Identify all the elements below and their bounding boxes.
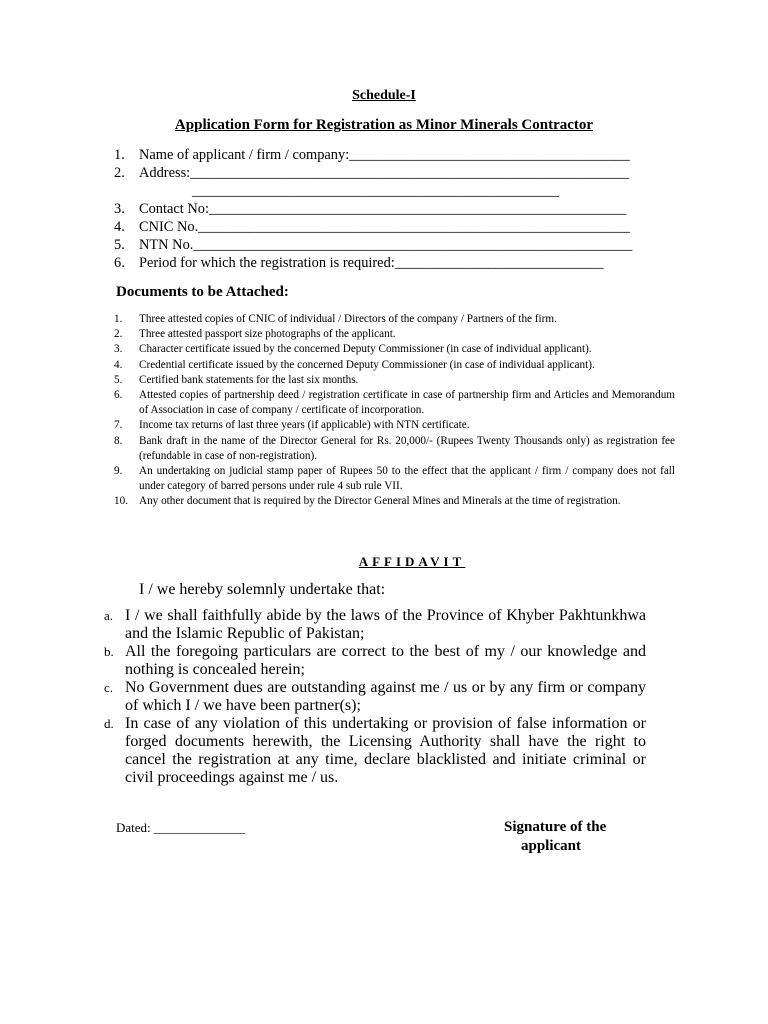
item-text: No Government dues are outstanding against me / us or by any firm or company of which I / we have been partner(s); — [125, 679, 646, 714]
item-number: 6. — [114, 389, 123, 402]
item-number: 10. — [114, 495, 128, 508]
field-label: CNIC No.____________________________________________________________ — [139, 219, 630, 235]
item-text: Bank draft in the name of the Director General for Rs. 20,000/- (Rupees Twenty Thousands only) as registration fee (refundable in case of non-registration). — [139, 434, 675, 462]
field-label: Address:_____________________________________________________________ — [139, 165, 630, 181]
field-label: Name of applicant / firm / company:_______________________________________ — [139, 147, 630, 163]
item-letter: a. — [104, 608, 114, 623]
list-item — [114, 373, 675, 388]
item-number: 1. — [114, 313, 123, 325]
item-letter: d. — [104, 716, 114, 731]
list-item — [104, 643, 646, 679]
field-number: 3. — [114, 201, 125, 217]
field-number: 1. — [114, 147, 125, 163]
list-item — [114, 327, 675, 342]
item-text: I / we shall faithfully abide by the laws of the Province of Khyber Pakhtunkhwa and the Islamic Republic of Pakistan; — [125, 607, 646, 642]
affidavit-intro: I / we hereby solemnly undertake that: — [139, 581, 386, 598]
affidavit-list — [104, 607, 646, 787]
item-letter: c. — [104, 680, 114, 695]
list-item — [114, 312, 675, 327]
list-item — [114, 494, 675, 509]
item-number: 7. — [114, 419, 123, 432]
field-period[interactable] — [114, 254, 674, 272]
item-text: Credential certificate issued by the concerned Deputy Commissioner (in case of individual applicant). — [139, 358, 595, 371]
list-item — [114, 358, 675, 373]
field-label: ___________________________________________________ — [192, 183, 559, 199]
item-text: An undertaking on judicial stamp paper of Rupees 50 to the effect that the applicant / firm / company does not fall under category of barred persons under rule 4 sub rule VII. — [139, 465, 675, 493]
signature-block — [504, 818, 606, 856]
list-item — [114, 434, 675, 464]
list-item — [104, 607, 646, 643]
affidavit-heading: AFFIDAVIT — [358, 554, 466, 569]
field-number: 6. — [114, 255, 125, 271]
list-item — [104, 715, 646, 787]
item-text: Certified bank statements for the last six months. — [139, 373, 359, 386]
schedule-label: Schedule-I — [352, 88, 416, 103]
item-text: Three attested passport size photographs of the applicant. — [139, 328, 396, 341]
item-text: In case of any violation of this undertaking or provision of false information or forged documents herewith, the Licensing Authority shall have the right to cancel the registration at any time, declare blacklisted and initiate criminal or civil proceedings against me / us. — [125, 715, 646, 786]
item-number: 4. — [114, 358, 123, 371]
field-address-continuation[interactable] — [114, 182, 674, 200]
field-number: 4. — [114, 219, 125, 235]
item-text: Any other document that is required by the Director General Mines and Minerals at the time of registration. — [139, 495, 621, 508]
field-cnic[interactable] — [114, 218, 674, 236]
signature-label-line1: Signature of the — [504, 819, 607, 835]
item-letter: b. — [104, 644, 114, 659]
item-text: Three attested copies of CNIC of individual / Directors of the company / Partners of the firm. — [139, 313, 557, 325]
field-number: 5. — [114, 237, 125, 253]
field-label: NTN No._____________________________________________________________ — [139, 237, 633, 253]
item-number: 2. — [114, 328, 123, 341]
item-text: Income tax returns of last three years (if applicable) with NTN certificate. — [139, 419, 470, 432]
item-number: 3. — [114, 343, 123, 356]
item-number: 5. — [114, 373, 123, 386]
item-number: 8. — [114, 434, 123, 447]
item-text: All the foregoing particulars are correct to the best of my / our knowledge and nothing is concealed herein; — [125, 643, 646, 678]
applicant-fields — [114, 146, 674, 272]
field-number: 2. — [114, 165, 125, 181]
field-label: Period for which the registration is required:_____________________________ — [139, 255, 604, 271]
signature-label-line2: applicant — [521, 838, 582, 854]
field-name[interactable] — [114, 146, 674, 164]
form-title: Application Form for Registration as Minor Minerals Contractor — [174, 117, 594, 133]
field-address[interactable] — [114, 164, 674, 182]
list-item — [104, 679, 646, 715]
field-label: Contact No:__________________________________________________________ — [139, 201, 627, 217]
list-item — [114, 464, 675, 494]
documents-list — [114, 312, 675, 510]
dated-field[interactable]: Dated: ______________ — [116, 820, 245, 835]
list-item — [114, 418, 675, 433]
documents-heading: Documents to be Attached: — [116, 284, 289, 300]
field-ntn[interactable] — [114, 236, 674, 254]
item-text: Character certificate issued by the concerned Deputy Commissioner (in case of individual applicant). — [139, 343, 592, 356]
list-item — [114, 342, 675, 357]
list-item — [114, 388, 675, 418]
item-number: 9. — [114, 465, 123, 478]
field-contact[interactable] — [114, 200, 674, 218]
item-text: Attested copies of partnership deed / registration certificate in case of partnership firm and Articles and Memorandum of Association in case of company / certificate of incorporation. — [139, 389, 675, 417]
